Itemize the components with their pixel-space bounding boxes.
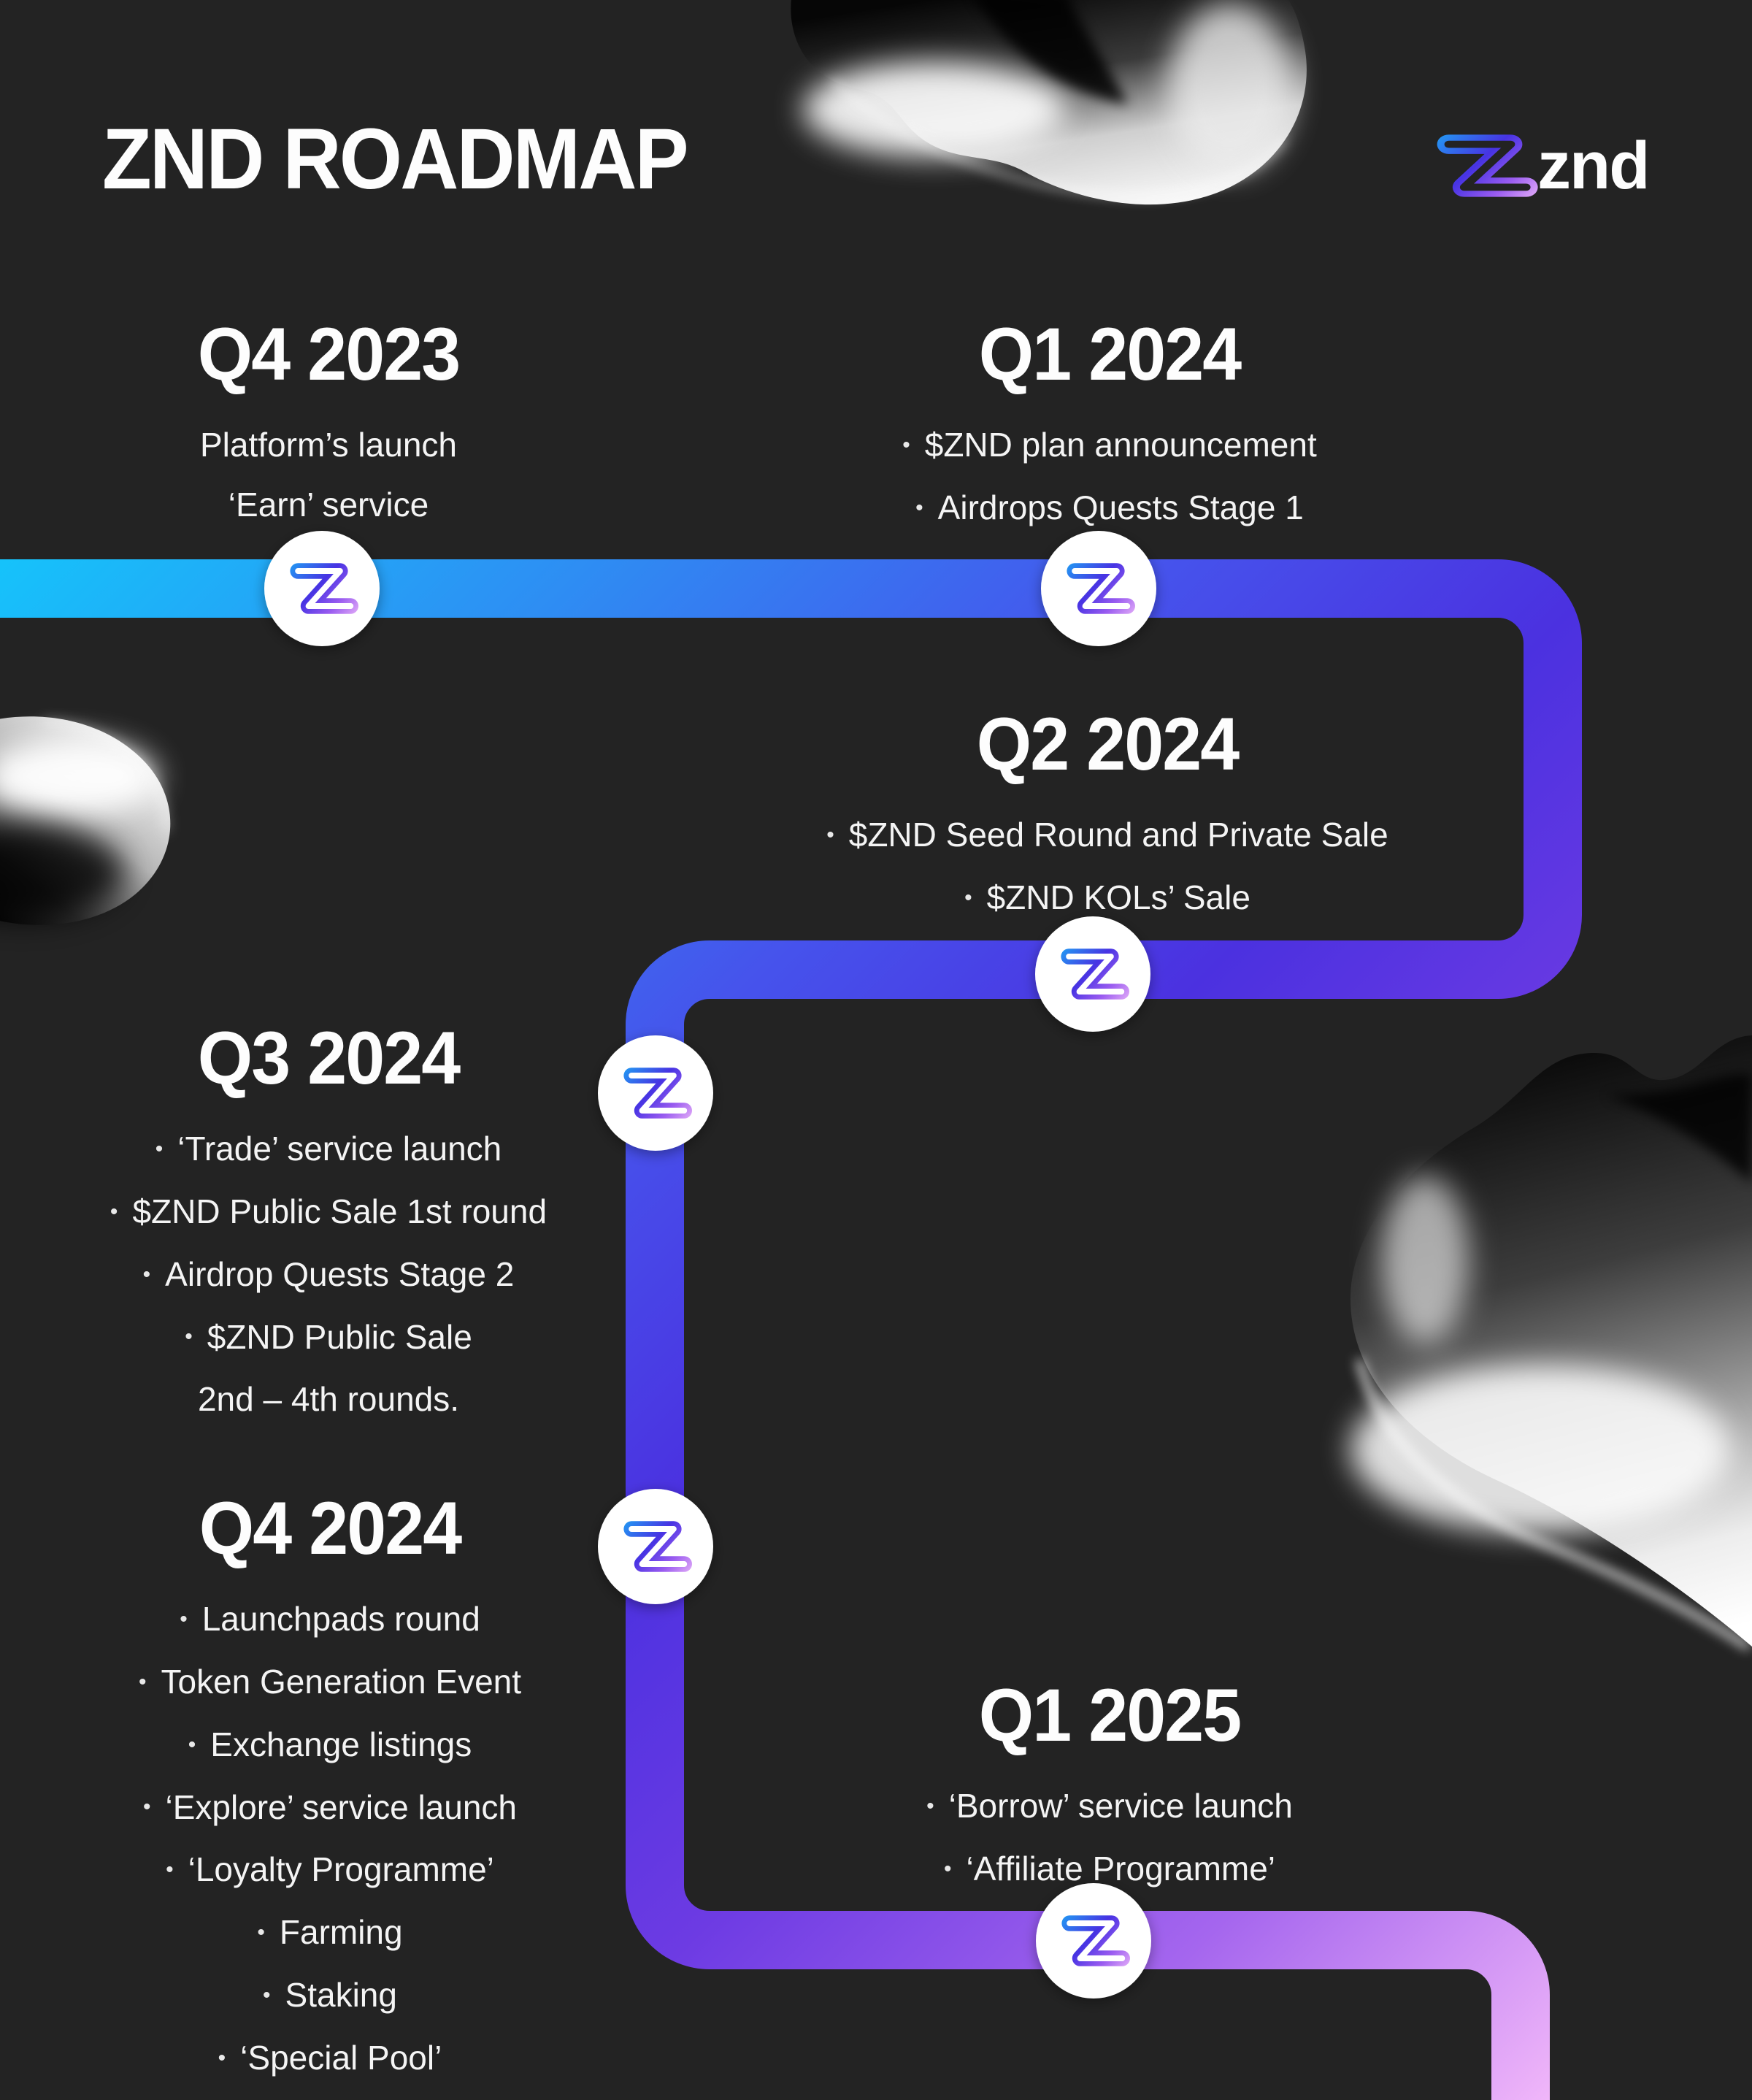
bullet-dot-icon: • (943, 1856, 952, 1881)
bullet-dot-icon: • (180, 1606, 188, 1631)
roadmap-item-text: ‘Loyalty Programme’ (188, 1850, 494, 1889)
section-q1-2025 (810, 1674, 1409, 1901)
bullet-dot-icon: • (902, 432, 910, 457)
bullet-dot-icon: • (155, 1136, 164, 1161)
roadmap-item (67, 1902, 593, 1965)
section-items (810, 415, 1409, 540)
bullet-dot-icon: • (138, 1669, 147, 1694)
bullet-dot-icon: • (218, 2045, 226, 2070)
bullet-dot-icon: • (964, 885, 972, 910)
roadmap-item-text: Airdrops Quests Stage 1 (937, 488, 1304, 526)
roadmap-item (66, 1307, 591, 1370)
section-items (66, 1119, 591, 1429)
roadmap-item (67, 1714, 593, 1777)
roadmap-item (810, 415, 1409, 478)
roadmap-item (810, 478, 1409, 540)
roadmap-item-text: $ZND plan announcement (924, 426, 1317, 464)
section-q2-2024 (808, 702, 1407, 930)
section-title: Q1 2024 (978, 313, 1241, 396)
roadmap-item (808, 805, 1407, 867)
section-title: Q3 2024 (197, 1016, 460, 1100)
roadmap-item (810, 1776, 1409, 1839)
section-items (810, 1776, 1409, 1901)
roadmap-item (66, 1244, 591, 1307)
bullet-dot-icon: • (263, 1982, 271, 2007)
roadmap-item (67, 2028, 593, 2091)
roadmap-item-text: ‘Earn’ service (228, 486, 429, 524)
bullet-dot-icon: • (142, 1795, 151, 1820)
roadmap-item-text: Launchpads round (201, 1600, 480, 1638)
section-q3-2024 (66, 1016, 591, 1429)
roadmap-item (66, 1181, 591, 1244)
roadmap-item (810, 1839, 1409, 1901)
section-title: Q2 2024 (976, 702, 1239, 786)
roadmap-item-text: 2nd – 4th rounds. (197, 1380, 460, 1419)
roadmap-item (67, 1839, 593, 1902)
section-items (66, 415, 591, 534)
roadmap-item-text: ‘Borrow’ service launch (948, 1787, 1293, 1825)
roadmap-item-text: Airdrop Quests Stage 2 (165, 1254, 515, 1293)
roadmap-item-text: Staking (285, 1976, 397, 2015)
bullet-dot-icon: • (110, 1199, 118, 1224)
roadmap-item-text: $ZND KOLs’ Sale (986, 878, 1250, 916)
page-title: ZND ROADMAP (102, 111, 687, 207)
roadmap-item (67, 1589, 593, 1652)
roadmap-item (66, 1369, 591, 1429)
bullet-dot-icon: • (185, 1325, 193, 1349)
section-q1-2024 (810, 313, 1409, 540)
bullet-dot-icon: • (926, 1793, 934, 1818)
roadmap-item-text: $ZND Seed Round and Private Sale (848, 816, 1388, 854)
roadmap-item-text: ‘Trade’ service launch (177, 1130, 502, 1168)
bullet-dot-icon: • (915, 495, 923, 520)
roadmap-item-text: $ZND Public Sale 1st round (132, 1192, 548, 1230)
bullet-dot-icon: • (257, 1920, 265, 1945)
roadmap-item (66, 475, 591, 534)
roadmap-item-text: Exchange listings (210, 1725, 472, 1763)
roadmap-item-text: ‘Affiliate Programme’ (966, 1849, 1276, 1888)
roadmap-item-text: ‘Special Pool’ (240, 2038, 442, 2077)
section-q4-2023 (66, 313, 591, 534)
bullet-dot-icon: • (826, 822, 834, 847)
roadmap-item-text: Farming (279, 1913, 403, 1952)
bullet-dot-icon: • (142, 1262, 151, 1287)
section-title: Q4 2024 (199, 1487, 461, 1570)
roadmap-item (808, 867, 1407, 930)
roadmap-item (67, 1652, 593, 1714)
roadmap-item-text: ‘Explore’ service launch (165, 1787, 518, 1826)
section-items (67, 1589, 593, 2091)
roadmap-item-text: $ZND Public Sale (207, 1317, 472, 1356)
section-items (808, 805, 1407, 930)
roadmap-item (67, 1965, 593, 2028)
section-title: Q4 2023 (197, 313, 460, 396)
brand-wordmark: znd (1537, 129, 1649, 203)
roadmap-item (66, 415, 591, 475)
roadmap-item-text: Token Generation Event (161, 1662, 522, 1701)
section-title: Q1 2025 (978, 1674, 1241, 1757)
section-q4-2024 (67, 1487, 593, 2091)
roadmap-item (67, 1777, 593, 1840)
roadmap-item (66, 1119, 591, 1181)
roadmap-item-text: Platform’s launch (200, 426, 457, 464)
bullet-dot-icon: • (188, 1732, 196, 1757)
bullet-dot-icon: • (166, 1858, 174, 1882)
